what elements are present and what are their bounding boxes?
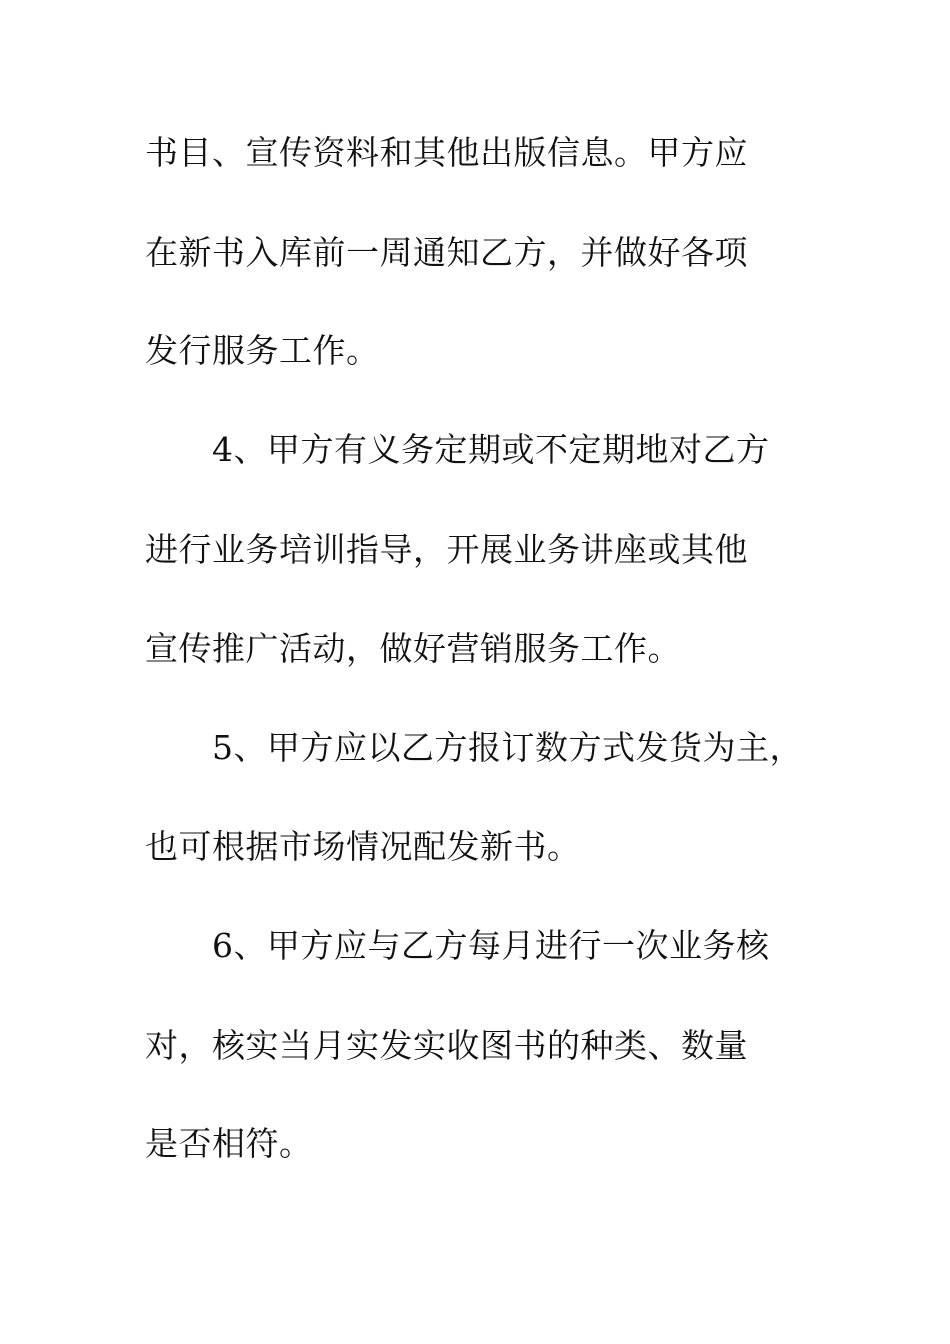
text-line: 宣传推广活动，做好营销服务工作。 — [145, 629, 681, 668]
paragraph-6-first-line: 6、甲方应与乙方每月进行一次业务核 — [212, 926, 770, 965]
text-line: 对，核实当月实发实收图书的种类、数量 — [145, 1026, 748, 1065]
paragraph-5-first-line: 5、甲方应以乙方报订数方式发货为主， — [212, 728, 803, 767]
text-line: 进行业务培训指导，开展业务讲座或其他 — [145, 530, 748, 569]
text-line: 发行服务工作。 — [145, 331, 380, 370]
paragraph-4-first-line: 4、甲方有义务定期或不定期地对乙方 — [212, 430, 770, 469]
text-line: 是否相符。 — [145, 1124, 313, 1163]
text-line: 在新书入库前一周通知乙方，并做好各项 — [145, 233, 748, 272]
text-line: 也可根据市场情况配发新书。 — [145, 827, 581, 866]
text-line: 书目、宣传资料和其他出版信息。甲方应 — [145, 133, 748, 172]
